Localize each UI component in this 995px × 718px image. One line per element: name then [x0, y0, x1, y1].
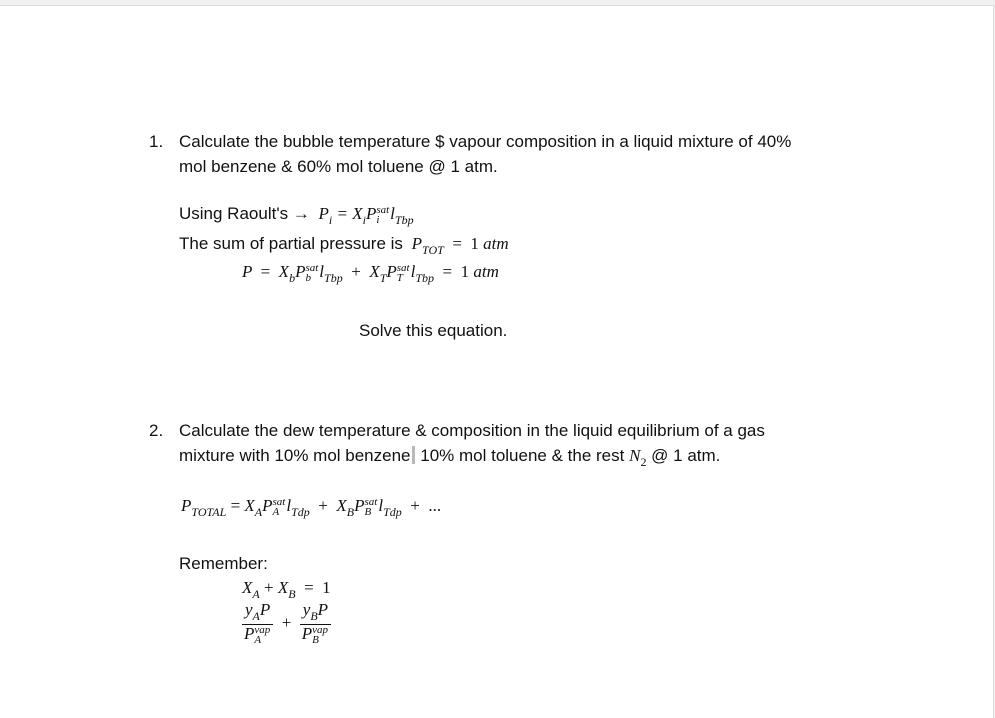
- fraction-a: $y_AP$ P vap A: [242, 602, 273, 645]
- document-page: [0, 5, 994, 718]
- q2-line2-part-c: @ 1 atm.: [651, 446, 721, 465]
- fraction-b: $y_BP$ P vap B: [300, 602, 331, 645]
- raoult-line: [179, 202, 414, 228]
- q2-line2-part-b: 10% mol toluene & the rest: [415, 446, 625, 465]
- sum-line: [179, 232, 509, 258]
- nitrogen-symbol: $N_2$: [629, 446, 647, 469]
- solve-instruction: Solve this equation.: [359, 321, 508, 340]
- vapour-fraction-sum: $y_AP$ P vap A + $y_BP$ P vap B: [242, 602, 331, 645]
- text-cursor: [412, 446, 415, 464]
- mole-fraction-sum: $X_A + X_B = 1$: [242, 578, 331, 601]
- q1-text-line1: Calculate the bubble temperature $ vapour composition in a liquid mixture of 40%: [179, 132, 792, 151]
- sum-equation: $P_{TOT} = 1$ atm: [407, 234, 509, 257]
- q2-number: 2.: [149, 421, 164, 440]
- raoult-label: Using Raoult's →: [179, 204, 310, 223]
- partial-pressure-equation: $P = X_bP$ sat b $l_{Tbp} + X_TP$ sat T $l_{Tbp} = 1$ atm: [242, 262, 499, 285]
- remember-label: Remember:: [179, 554, 268, 573]
- dew-point-equation: $P_{TOTAL} = X_AP$ sat A $l_{Tdp} + X_BP$ sat B $l_{Tdp}$ + ...: [181, 496, 442, 519]
- q1-number: 1.: [149, 132, 164, 151]
- q1-text-line2: mol benzene & 60% mol toluene @ 1 atm.: [179, 157, 498, 176]
- q2-line2-part-a: mixture with 10% mol benzene: [179, 446, 411, 465]
- q2-text-line1: Calculate the dew temperature & composition in the liquid equilibrium of a gas: [179, 421, 765, 440]
- raoult-equation: $P_i = X_iP$ sat i $l_{Tbp}$: [314, 204, 414, 227]
- q2-text-line2: [179, 444, 720, 474]
- sum-label: The sum of partial pressure is: [179, 234, 403, 253]
